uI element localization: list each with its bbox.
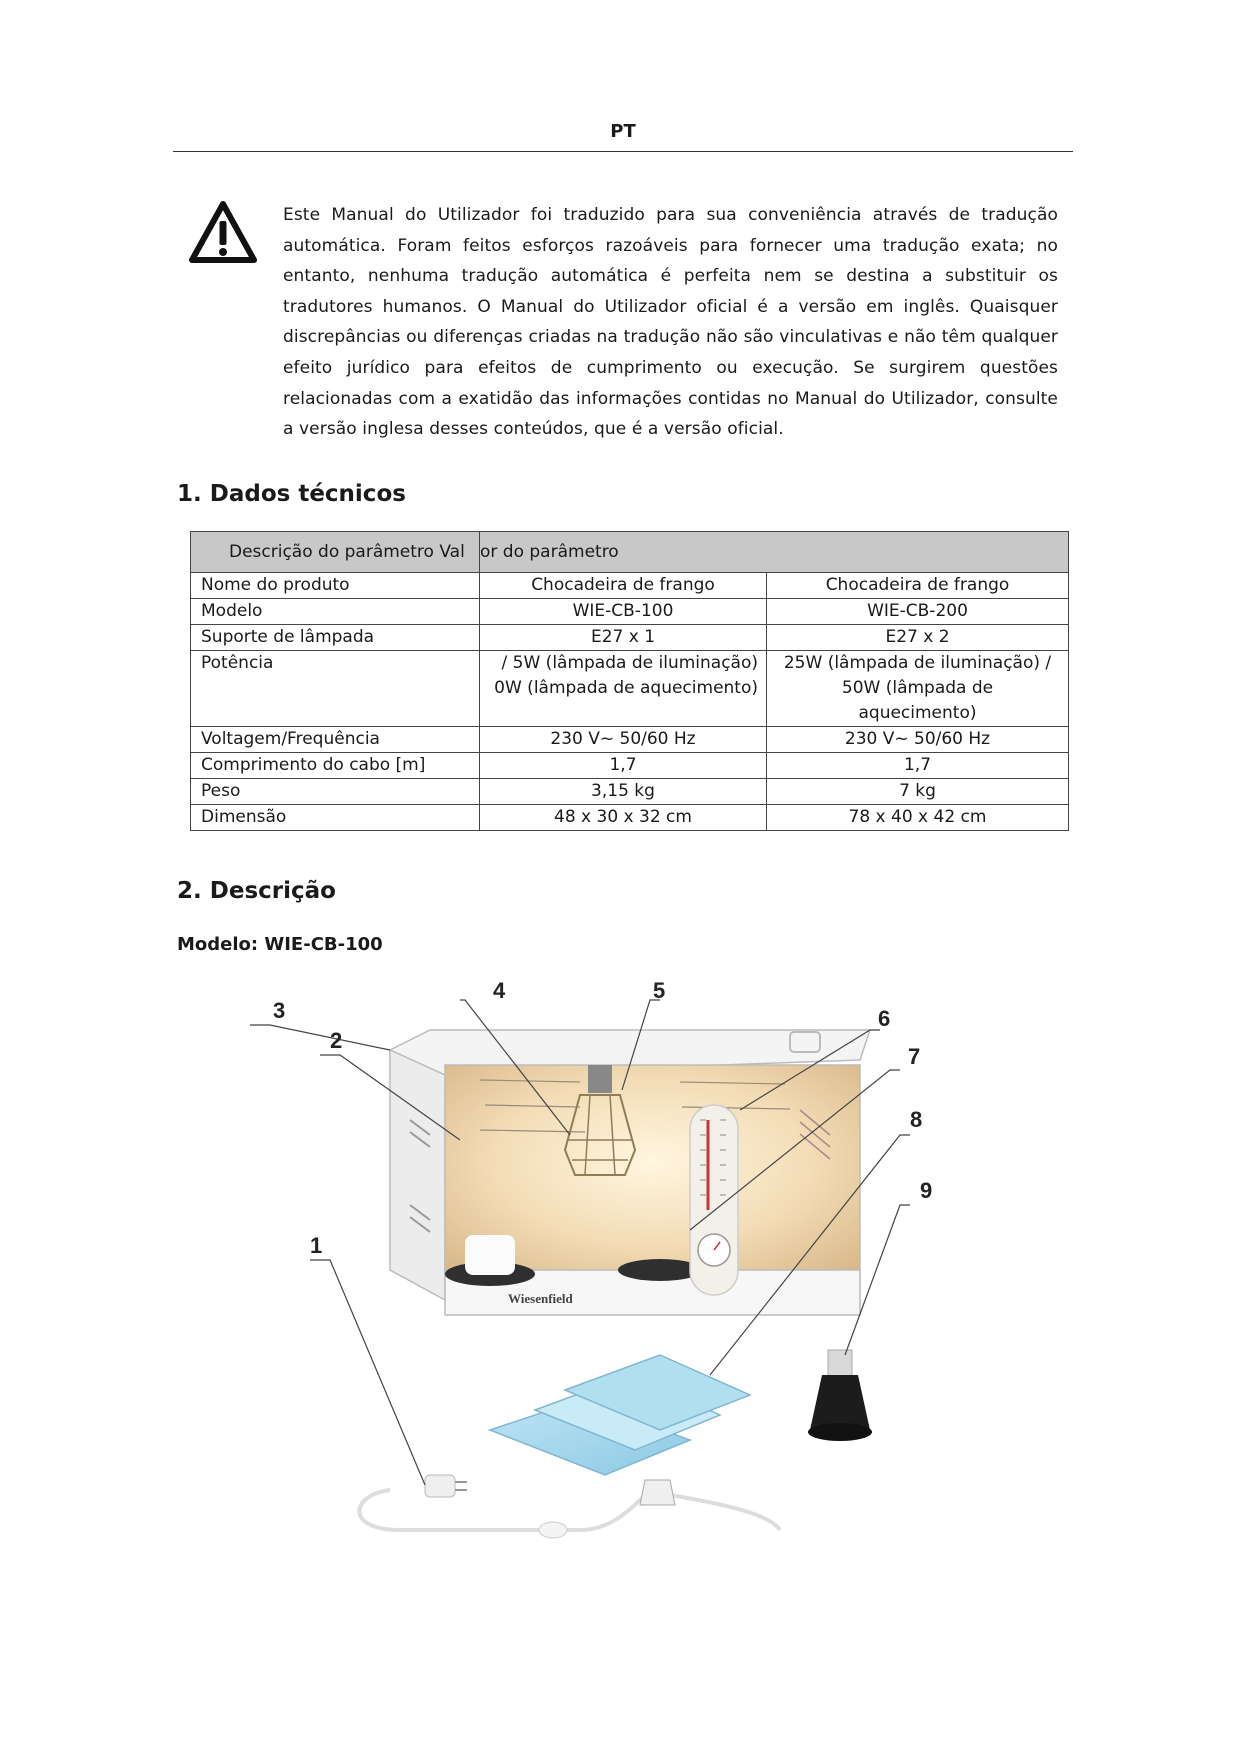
cell-wie-cb-100: 48 x 30 x 32 cm [480, 805, 767, 831]
model-label: Modelo: WIE-CB-100 [177, 934, 383, 955]
callout-2: 2 [330, 1028, 343, 1053]
callout-7: 7 [908, 1044, 921, 1069]
cell-wie-cb-200 [767, 651, 1069, 727]
table-row [191, 625, 1069, 651]
row-label: Peso [191, 779, 480, 805]
table-row [191, 805, 1069, 831]
row-label: Dimensão [191, 805, 480, 831]
cell-wie-cb-100: 230 V~ 50/60 Hz [480, 727, 767, 753]
translation-notice: Este Manual do Utilizador foi traduzido para sua conveniência através de tradução automática. Foram feitos esforços razoáveis para fornecer uma tradução exata; no entanto, nenhuma tradução automática é perfeita nem se destina a substituir os tradutores humanos. O Manual do Utilizador oficial é a versão em inglês. Quaisquer discrepâncias ou diferenças criadas na tradução não são vinculativas e não têm qualquer efeito jurídico para efeitos de cumprimento ou execução. Se surgirem questões relacionadas com a exatidão das informações contidas no Manual do Utilizador, consulte a versão inglesa desses conteúdos, que é a versão oficial. [283, 205, 1058, 440]
power-line: 50W (lâmpada de [841, 678, 994, 698]
row-label: Nome do produto [191, 573, 480, 599]
cell-wie-cb-200: Chocadeira de frango [767, 573, 1069, 599]
technical-data-table [190, 531, 1069, 831]
section-title-description: 2. Descrição [177, 878, 336, 904]
incubator-body [390, 1030, 870, 1315]
table-header-row [191, 532, 1069, 573]
cell-wie-cb-100: E27 x 1 [480, 625, 767, 651]
power-line: 25W (lâmpada de iluminação) / [783, 653, 1052, 673]
cell-wie-cb-100 [480, 651, 767, 727]
table-row [191, 779, 1069, 805]
cell-wie-cb-100: 3,15 kg [480, 779, 767, 805]
row-label: Suporte de lâmpada [191, 625, 480, 651]
table-row [191, 727, 1069, 753]
warning-triangle-icon [188, 200, 258, 264]
header-cell-value: or do parâmetro [480, 532, 1069, 573]
cell-wie-cb-200: 1,7 [767, 753, 1069, 779]
table-row [191, 573, 1069, 599]
brand-logo: Wiesenfield [508, 1291, 573, 1306]
table-row [191, 753, 1069, 779]
callout-4: 4 [493, 978, 506, 1003]
cell-wie-cb-200: 78 x 40 x 42 cm [767, 805, 1069, 831]
product-diagram [250, 970, 970, 1560]
cell-wie-cb-200: WIE-CB-200 [767, 599, 1069, 625]
row-label: Modelo [191, 599, 480, 625]
callout-6: 6 [878, 1006, 891, 1031]
cell-wie-cb-100: 1,7 [480, 753, 767, 779]
cell-wie-cb-200: 230 V~ 50/60 Hz [767, 727, 1069, 753]
callout-1: 1 [310, 1233, 323, 1258]
language-header: PT [610, 121, 636, 142]
row-label: Potência [191, 651, 480, 727]
callout-9: 9 [920, 1178, 933, 1203]
power-line: aquecimento) [858, 703, 977, 723]
header-cell-description: Descrição do parâmetro Val [191, 532, 480, 573]
callout-5: 5 [653, 978, 666, 1003]
table-row [191, 651, 1069, 727]
ceramic-heat-lamp [808, 1350, 872, 1441]
section-title-technical-data: 1. Dados técnicos [177, 481, 406, 507]
row-label: Voltagem/Frequência [191, 727, 480, 753]
callout-3: 3 [273, 998, 286, 1023]
callout-8: 8 [910, 1107, 923, 1132]
power-line: 0W (lâmpada de aquecimento) [494, 678, 758, 698]
row-label: Comprimento do cabo [m] [191, 753, 480, 779]
cell-wie-cb-200: 7 kg [767, 779, 1069, 805]
header-rule [173, 151, 1073, 152]
cell-wie-cb-100: WIE-CB-100 [480, 599, 767, 625]
power-line: 5W (lâmpada de iluminação) / [501, 653, 758, 673]
power-cable [359, 1475, 780, 1538]
cell-wie-cb-100: Chocadeira de frango [480, 573, 767, 599]
cell-wie-cb-200: E27 x 2 [767, 625, 1069, 651]
table-row [191, 599, 1069, 625]
